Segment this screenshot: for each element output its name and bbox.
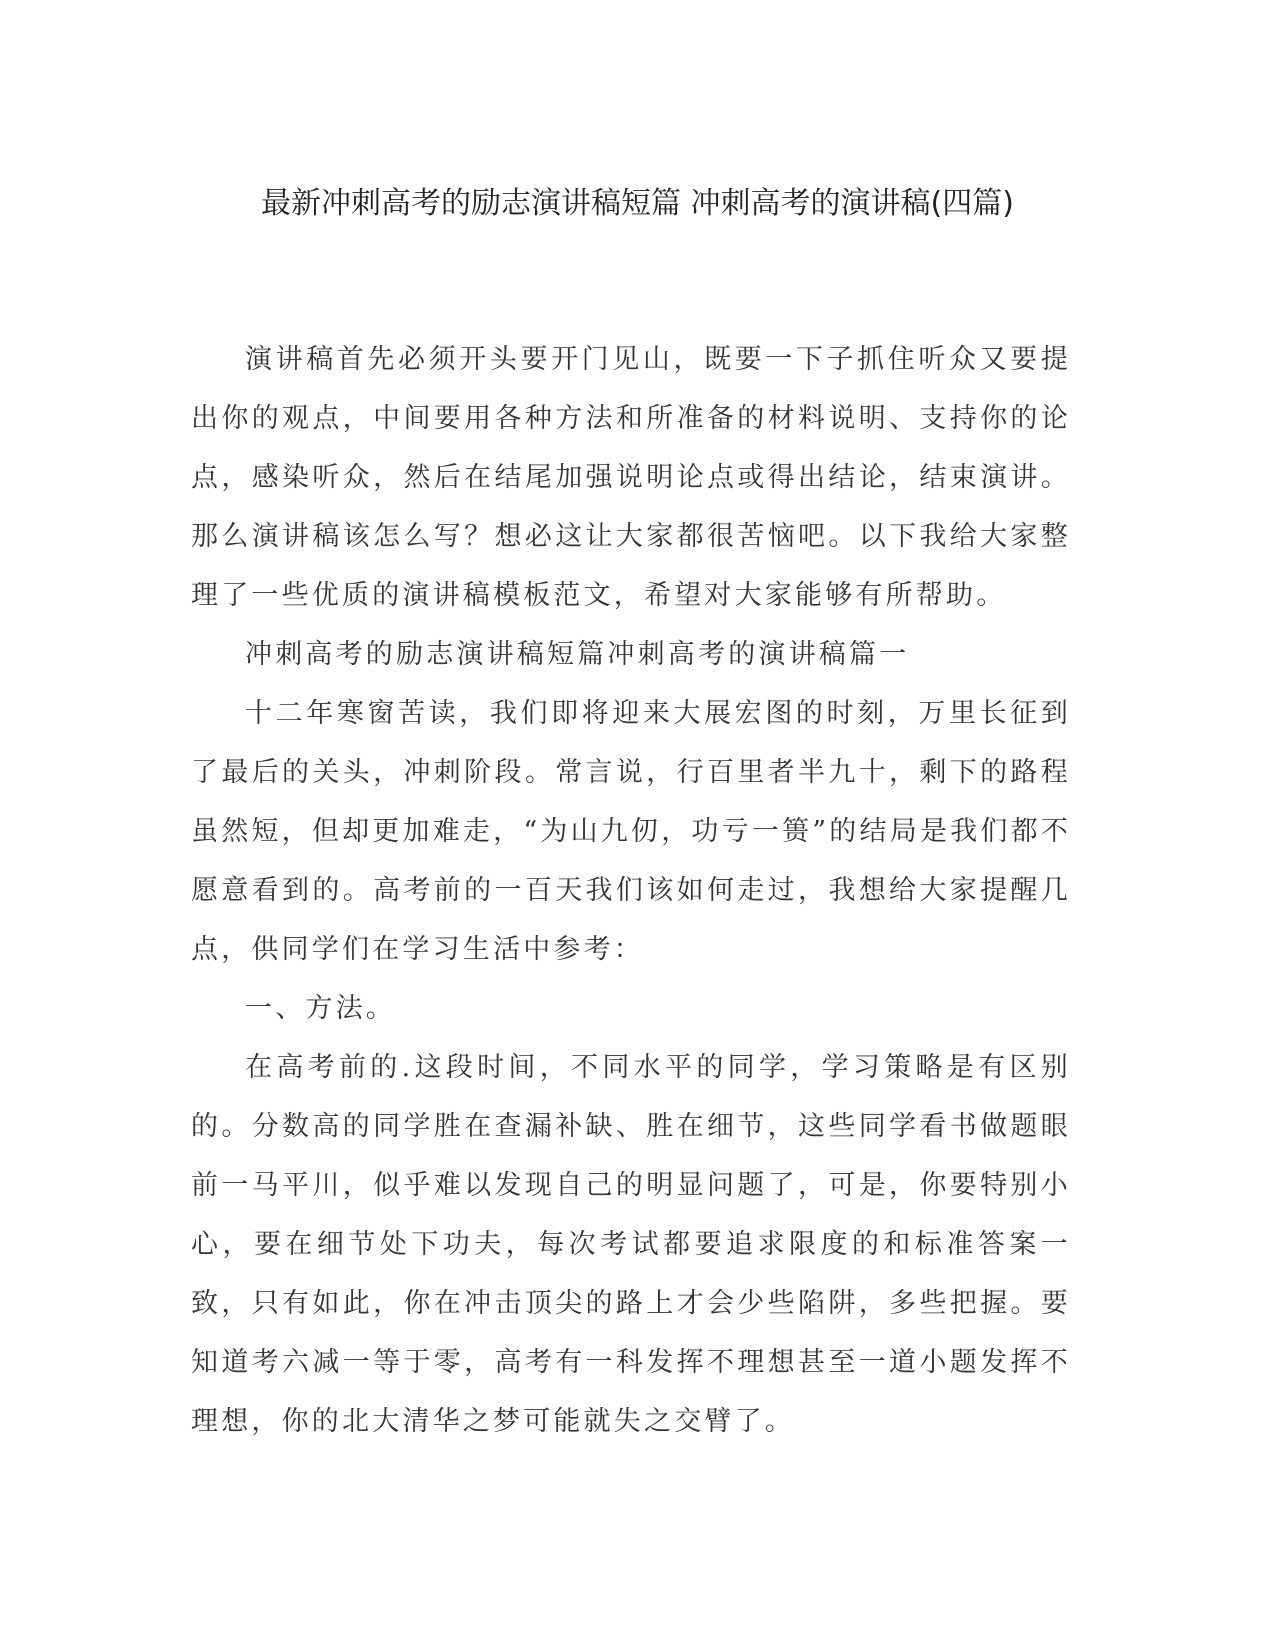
section-heading: 冲刺高考的励志演讲稿短篇冲刺高考的演讲稿篇一 xyxy=(245,639,910,670)
body-paragraph: 十二年寒窗苦读，我们即将迎来大展宏图的时刻，万里长征到了最后的关头，冲刺阶段。常言说，行百里者半九十，剩下的路程虽然短，但却更加难走，“为山九仞，功亏一篑”的结局是我们都不愿意看到的。高考前的一百天我们该如何走过，我想给大家提醒几点，供同学们在学习生活中参考： xyxy=(191,698,1071,965)
document-body xyxy=(191,330,1071,1451)
document-title: 最新冲刺高考的励志演讲稿短篇 冲刺高考的演讲稿(四篇) xyxy=(261,186,1014,221)
body-paragraph: 在高考前的.这段时间，不同水平的同学，学习策略是有区别的。分数高的同学胜在查漏补缺、胜在细节，这些同学看书做题眼前一马平川，似乎难以发现自己的明显问题了，可是，你要特别小心，要在细节处下功夫，每次考试都要追求限度的和标准答案一致，只有如此，你在冲击顶尖的路上才会少些陷阱，多些把握。要知道考六减一等于零，高考有一科发挥不理想甚至一道小题发挥不理想，你的北大清华之梦可能就失之交臂了。 xyxy=(191,1052,1071,1437)
subsection-heading: 一、方法。 xyxy=(245,993,396,1024)
intro-paragraph: 演讲稿首先必须开头要开门见山，既要一下子抓住听众又要提出你的观点，中间要用各种方法和所准备的材料说明、支持你的论点，感染听众，然后在结尾加强说明论点或得出结论，结束演讲。那么演讲稿该怎么写？想必这让大家都很苦恼吧。以下我给大家整理了一些优质的演讲稿模板范文，希望对大家能够有所帮助。 xyxy=(191,344,1071,611)
